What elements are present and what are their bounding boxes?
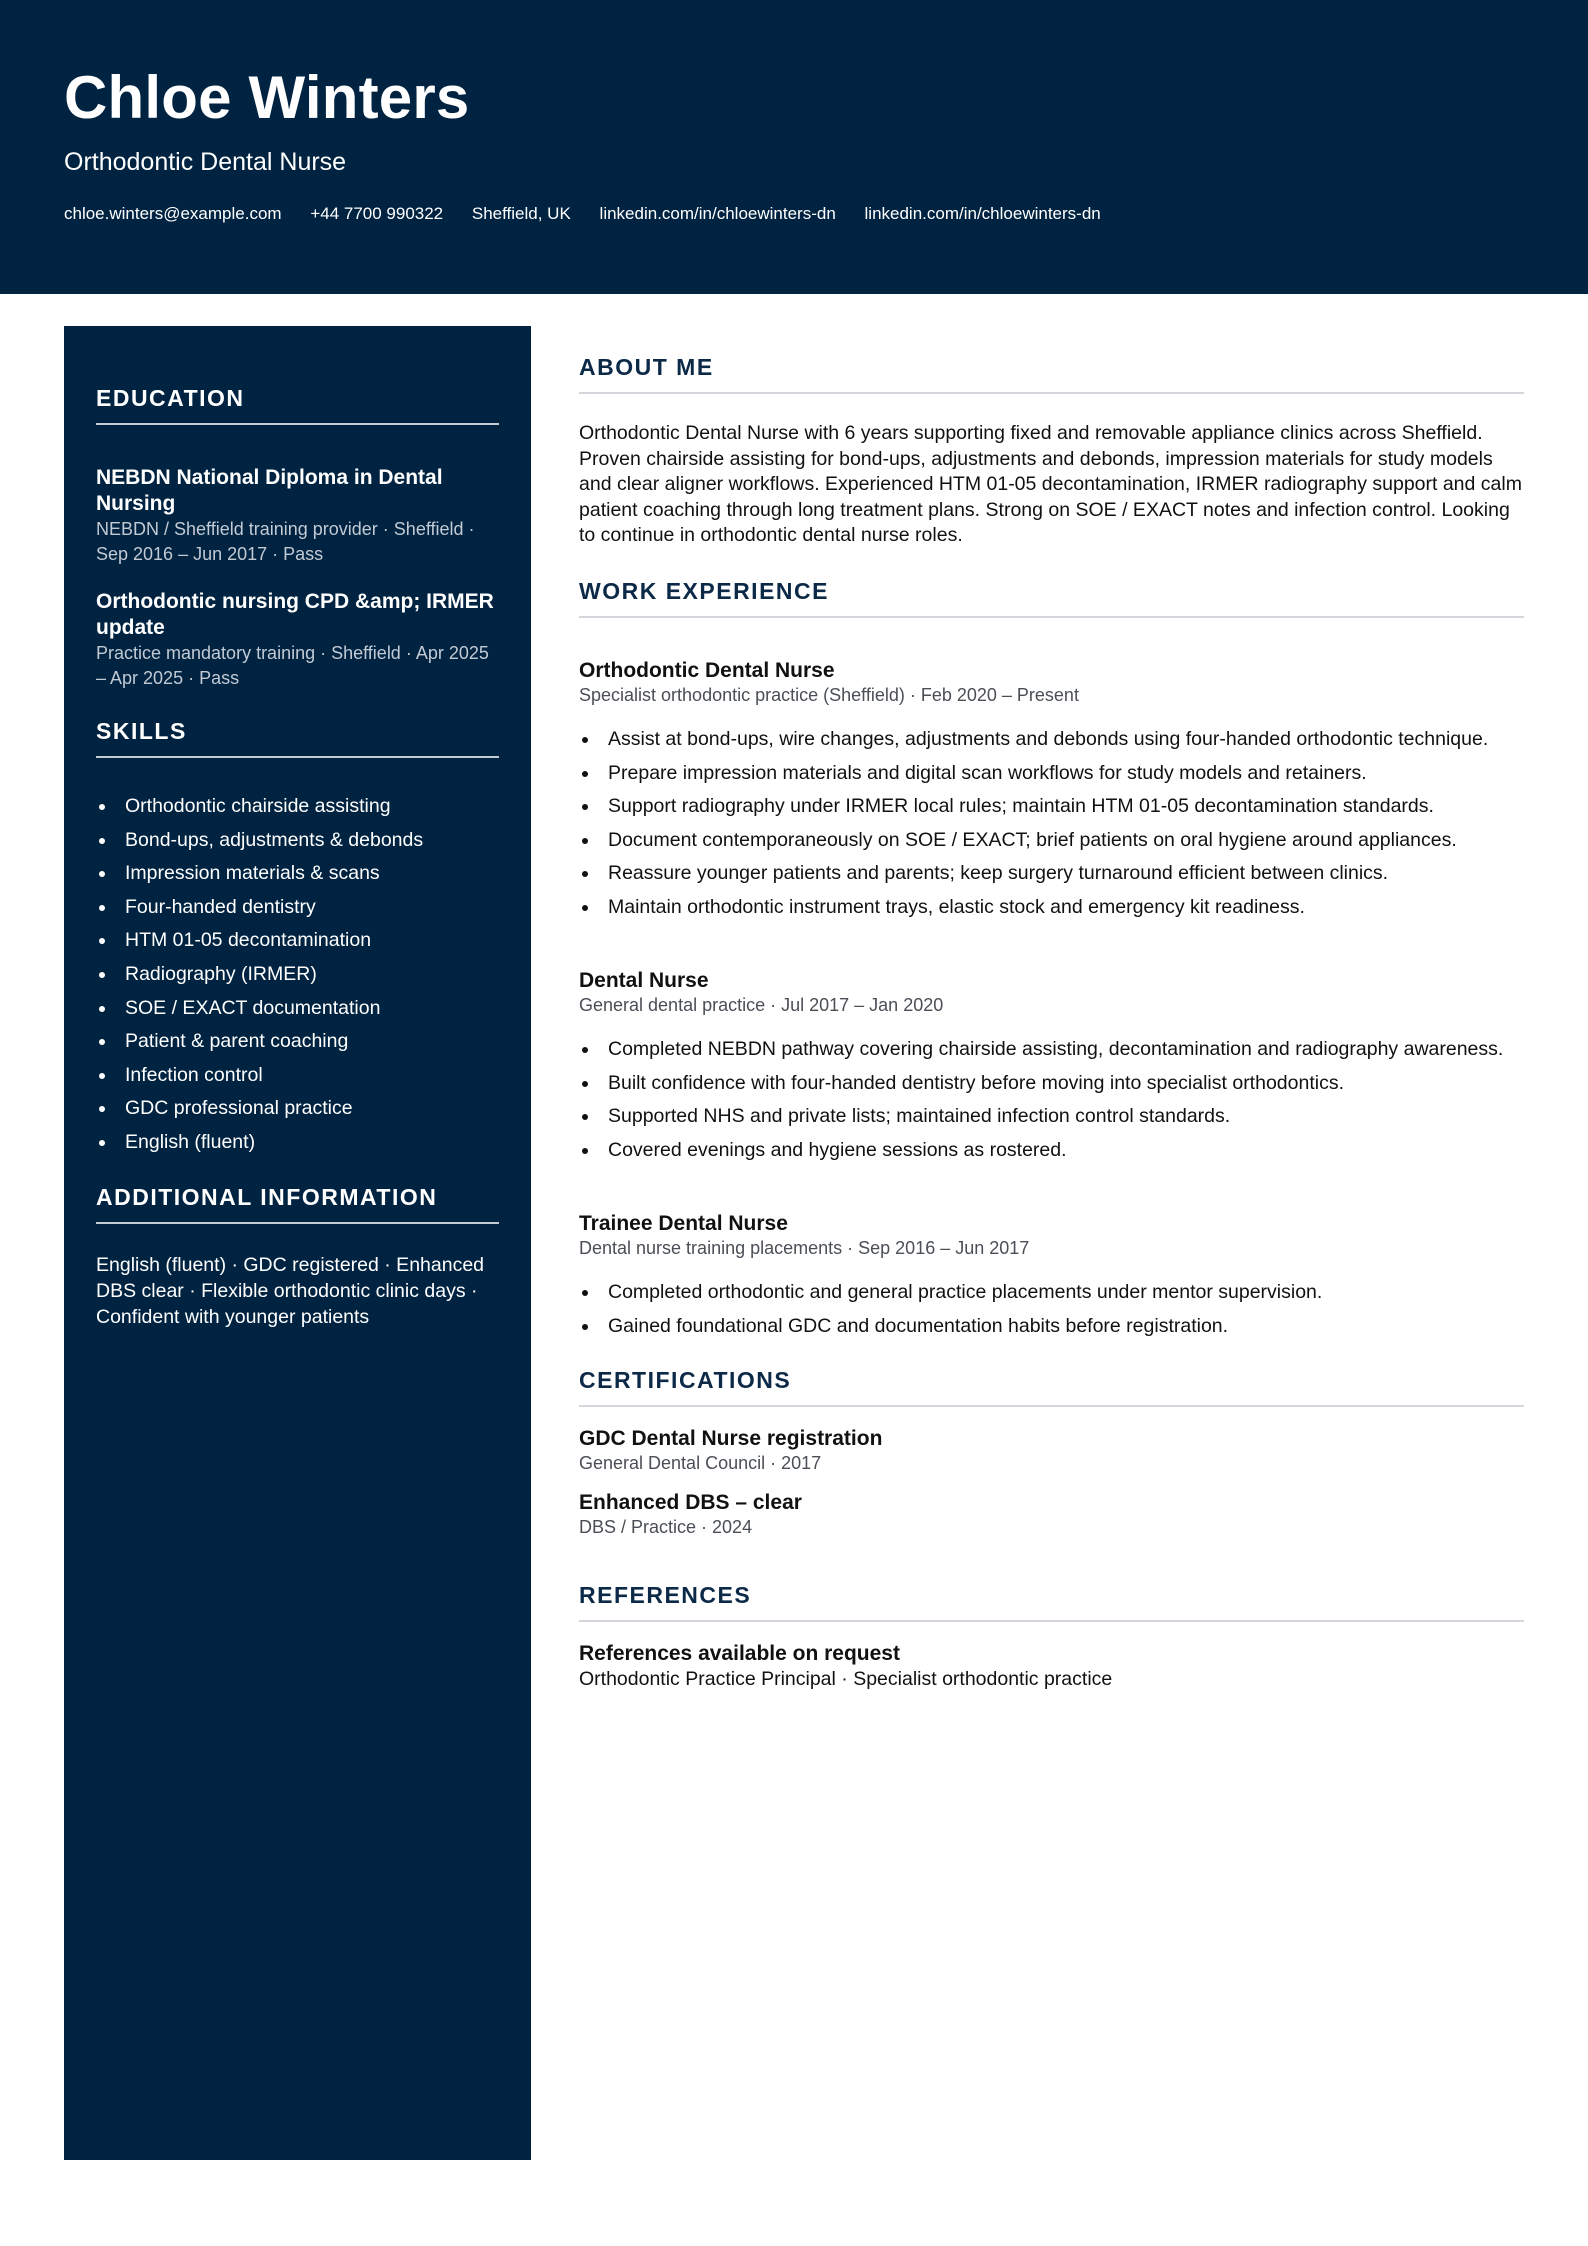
additional-heading: ADDITIONAL INFORMATION — [96, 1182, 499, 1224]
contact-email[interactable]: chloe.winters@example.com — [64, 204, 282, 223]
list-item: Completed orthodontic and general practice placements under mentor supervision. — [579, 1280, 1524, 1305]
references-title: References available on request — [579, 1642, 900, 1665]
skill-item: Impression materials & scans — [96, 857, 499, 891]
job-meta: General dental practice · Jul 2017 – Jan 2020 — [579, 995, 944, 1015]
sidebar — [64, 326, 531, 2160]
list-item: Built confidence with four-handed dentistry before moving into specialist orthodontics. — [579, 1071, 1524, 1096]
education-item — [96, 465, 499, 567]
skill-item: Infection control — [96, 1059, 499, 1093]
candidate-name: Chloe Winters — [64, 64, 470, 131]
job-bullets — [579, 1280, 1524, 1347]
certification-title: GDC Dental Nurse registration — [579, 1427, 883, 1450]
about-heading: ABOUT ME — [579, 352, 1524, 394]
skill-item: Bond-ups, adjustments & debonds — [96, 824, 499, 858]
list-item: Completed NEBDN pathway covering chairside assisting, decontamination and radiography awareness. — [579, 1037, 1524, 1062]
list-item: Maintain orthodontic instrument trays, elastic stock and emergency kit readiness. — [579, 895, 1524, 920]
experience-heading: WORK EXPERIENCE — [579, 576, 1524, 618]
skill-item: GDC professional practice — [96, 1092, 499, 1126]
job-meta: Dental nurse training placements · Sep 2016 – Jun 2017 — [579, 1238, 1030, 1258]
list-item: Document contemporaneously on SOE / EXACT; brief patients on oral hygiene around appliances. — [579, 828, 1524, 853]
skill-item: Orthodontic chairside assisting — [96, 790, 499, 824]
education-heading: EDUCATION — [96, 383, 499, 425]
skill-item: Four-handed dentistry — [96, 891, 499, 925]
list-item: Prepare impression materials and digital scan workflows for study models and retainers. — [579, 761, 1524, 786]
skill-item: Radiography (IRMER) — [96, 958, 499, 992]
skill-item: Patient & parent coaching — [96, 1025, 499, 1059]
skill-item: SOE / EXACT documentation — [96, 992, 499, 1026]
skills-list — [96, 790, 499, 1160]
references-text: Orthodontic Practice Principal · Specialist orthodontic practice — [579, 1668, 1113, 1690]
education-title: Orthodontic nursing CPD &amp; IRMER update — [96, 590, 494, 639]
skills-section — [96, 716, 499, 758]
contact-line — [64, 203, 1125, 225]
list-item: Support radiography under IRMER local rules; maintain HTM 01-05 decontamination standards. — [579, 794, 1524, 819]
job-bullets — [579, 1037, 1524, 1171]
list-item: Reassure younger patients and parents; keep surgery turnaround efficient between clinics. — [579, 861, 1524, 886]
contact-location: Sheffield, UK — [471, 204, 571, 223]
list-item: Covered evenings and hygiene sessions as rostered. — [579, 1138, 1524, 1163]
resume-header — [0, 0, 1588, 294]
contact-linkedin[interactable]: linkedin.com/in/chloewinters-dn — [599, 204, 836, 223]
list-item: Gained foundational GDC and documentation habits before registration. — [579, 1314, 1524, 1339]
certifications-heading: CERTIFICATIONS — [579, 1365, 1524, 1407]
education-meta: Practice mandatory training · Sheffield · Apr 2025 – Apr 2025 · Pass — [96, 643, 489, 688]
skill-item: English (fluent) — [96, 1126, 499, 1160]
list-item: Supported NHS and private lists; maintained infection control standards. — [579, 1104, 1524, 1129]
education-item — [96, 589, 499, 691]
job-title: Orthodontic Dental Nurse — [579, 659, 835, 682]
references-heading: REFERENCES — [579, 1580, 1524, 1622]
job-bullets — [579, 727, 1524, 929]
education-section — [96, 383, 499, 425]
contact-phone[interactable]: +44 7700 990322 — [310, 204, 444, 223]
skill-item: HTM 01-05 decontamination — [96, 924, 499, 958]
job-title: Trainee Dental Nurse — [579, 1212, 788, 1235]
job-title: Dental Nurse — [579, 969, 709, 992]
job-meta: Specialist orthodontic practice (Sheffield) · Feb 2020 – Present — [579, 685, 1079, 705]
certification-meta: General Dental Council · 2017 — [579, 1453, 822, 1473]
additional-text: English (fluent) · GDC registered · Enhanced DBS clear · Flexible orthodontic clinic days · Confident with younger patients — [96, 1254, 485, 1328]
list-item: Assist at bond-ups, wire changes, adjustments and debonds using four-handed orthodontic technique. — [579, 727, 1524, 752]
education-title: NEBDN National Diploma in Dental Nursing — [96, 466, 443, 515]
additional-section — [96, 1182, 499, 1224]
certification-title: Enhanced DBS – clear — [579, 1491, 802, 1514]
about-text: Orthodontic Dental Nurse with 6 years supporting fixed and removable appliance clinics across Sheffield. Proven chairside assisting for bond-ups, adjustments and debonds, impression materials for study models and clear aligner workflows. Experienced HTM 01-05 decontamination, IRMER radiography support and calm patient coaching through long treatment plans. Strong on SOE / EXACT notes and infection control. Looking to continue in orthodontic dental nurse roles. — [579, 422, 1522, 546]
education-meta: NEBDN / Sheffield training provider · Sheffield · Sep 2016 – Jun 2017 · Pass — [96, 519, 475, 564]
contact-linkedin-2[interactable]: linkedin.com/in/chloewinters-dn — [864, 204, 1101, 223]
skills-heading: SKILLS — [96, 716, 499, 758]
candidate-title: Orthodontic Dental Nurse — [64, 148, 347, 176]
certification-meta: DBS / Practice · 2024 — [579, 1517, 753, 1537]
